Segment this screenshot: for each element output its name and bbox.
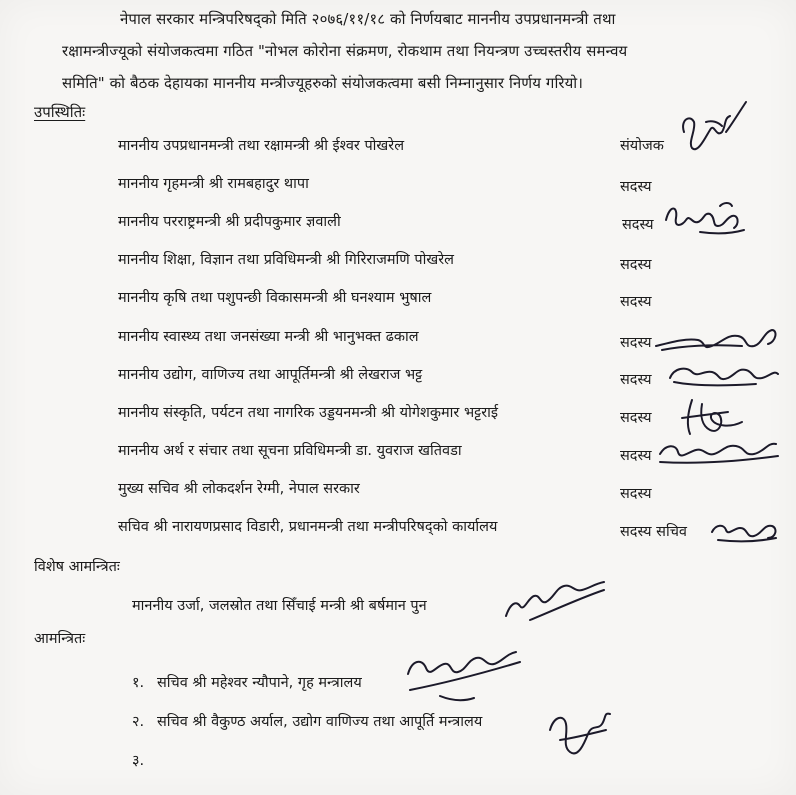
member-role: सदस्य <box>620 486 652 502</box>
invitees-heading: आमन्त्रितः <box>34 631 86 647</box>
member-name: माननीय अर्थ र संचार तथा सूचना प्रविधिमन्त्री डा. युवराज खतिवडा <box>118 443 462 459</box>
intro-line-1: नेपाल सरकार मन्त्रिपरिषद्को मिति २०७६/११/१८ को निर्णयबाट माननीय उपप्रधानमन्त्री तथा <box>120 10 616 28</box>
member-role: सदस्य <box>620 294 652 310</box>
member-name: माननीय शिक्षा, विज्ञान तथा प्रविधिमन्त्री श्री गिरिराजमणि पोखरेल <box>118 252 455 268</box>
attendance-heading: उपस्थितिः <box>34 103 86 121</box>
invitee-text: सचिव श्री महेश्वर न्यौपाने, गृह मन्त्रालय <box>157 675 362 691</box>
intro-line-2: रक्षामन्त्रीज्यूको संयोजकत्वमा गठित "नोभल कोरोना संक्रमण, रोकथाम तथा नियन्त्रण उच्चस्तरीय समन्वय <box>62 42 628 60</box>
member-role: सदस्य <box>620 448 652 464</box>
signature-icon <box>664 358 784 392</box>
member-role: सदस्य <box>620 372 652 388</box>
member-name: माननीय स्वास्थ्य तथा जनसंख्या मन्त्री श्री भानुभक्त ढकाल <box>118 329 419 345</box>
member-role: सदस्य सचिव <box>620 524 687 540</box>
member-role: सदस्य <box>620 335 652 351</box>
special-invitees-heading: विशेष आमन्त्रितः <box>34 559 120 575</box>
member-name: मुख्य सचिव श्री लोकदर्शन रेग्मी, नेपाल सरकार <box>118 481 360 497</box>
member-name: माननीय परराष्ट्रमन्त्री श्री प्रदीपकुमार ज्ञवाली <box>118 214 341 230</box>
member-name: माननीय संस्कृति, पर्यटन तथा नागरिक उड्डयनमन्त्री श्री योगेशकुमार भट्टराई <box>118 405 499 421</box>
signature-icon <box>500 576 610 626</box>
member-name: सचिव श्री नारायणप्रसाद विडारी, प्रधानमन्त्री तथा मन्त्रीपरिषद्को कार्यालय <box>118 519 498 535</box>
member-name: माननीय उद्योग, वाणिज्य तथा आपूर्तिमन्त्री श्री लेखराज भट्ट <box>118 367 423 383</box>
member-name: माननीय गृहमन्त्री श्री रामबहादुर थापा <box>118 176 309 192</box>
invitee-number: १. <box>132 675 145 691</box>
invitee-text: सचिव श्री वैकुण्ठ अर्याल, उद्योग वाणिज्य तथा आपूर्ति मन्त्रालय <box>157 714 483 730</box>
special-invitee-item: माननीय उर्जा, जलस्रोत तथा सिँचाई मन्त्री श्री बर्षमान पुन <box>132 598 427 614</box>
signature-icon <box>660 196 750 246</box>
member-role: सदस्य <box>620 257 652 273</box>
member-role: संयोजक <box>620 138 664 154</box>
member-name: माननीय कृषि तथा पशुपन्छी विकासमन्त्री श्री घनश्याम भुषाल <box>118 290 432 306</box>
member-name: माननीय उपप्रधानमन्त्री तथा रक्षामन्त्री श्री ईश्वर पोखरेल <box>118 138 405 154</box>
member-role: सदस्य <box>622 217 654 233</box>
signature-icon <box>706 514 782 546</box>
member-role: सदस्य <box>620 410 652 426</box>
signature-icon <box>654 432 784 472</box>
invitee-number: ३. <box>132 753 145 769</box>
member-role: सदस्य <box>620 179 652 195</box>
intro-line-3: समिति" को बैठक देहायका माननीय मन्त्रीज्यूहरुको संयोजकत्वमा बसी निम्नानुसार निर्णय गरियो। <box>62 74 584 92</box>
signature-icon <box>540 700 620 764</box>
signature-icon <box>676 92 756 162</box>
signature-icon <box>652 320 782 360</box>
signature-icon <box>400 640 550 710</box>
invitee-number: २. <box>132 714 145 730</box>
